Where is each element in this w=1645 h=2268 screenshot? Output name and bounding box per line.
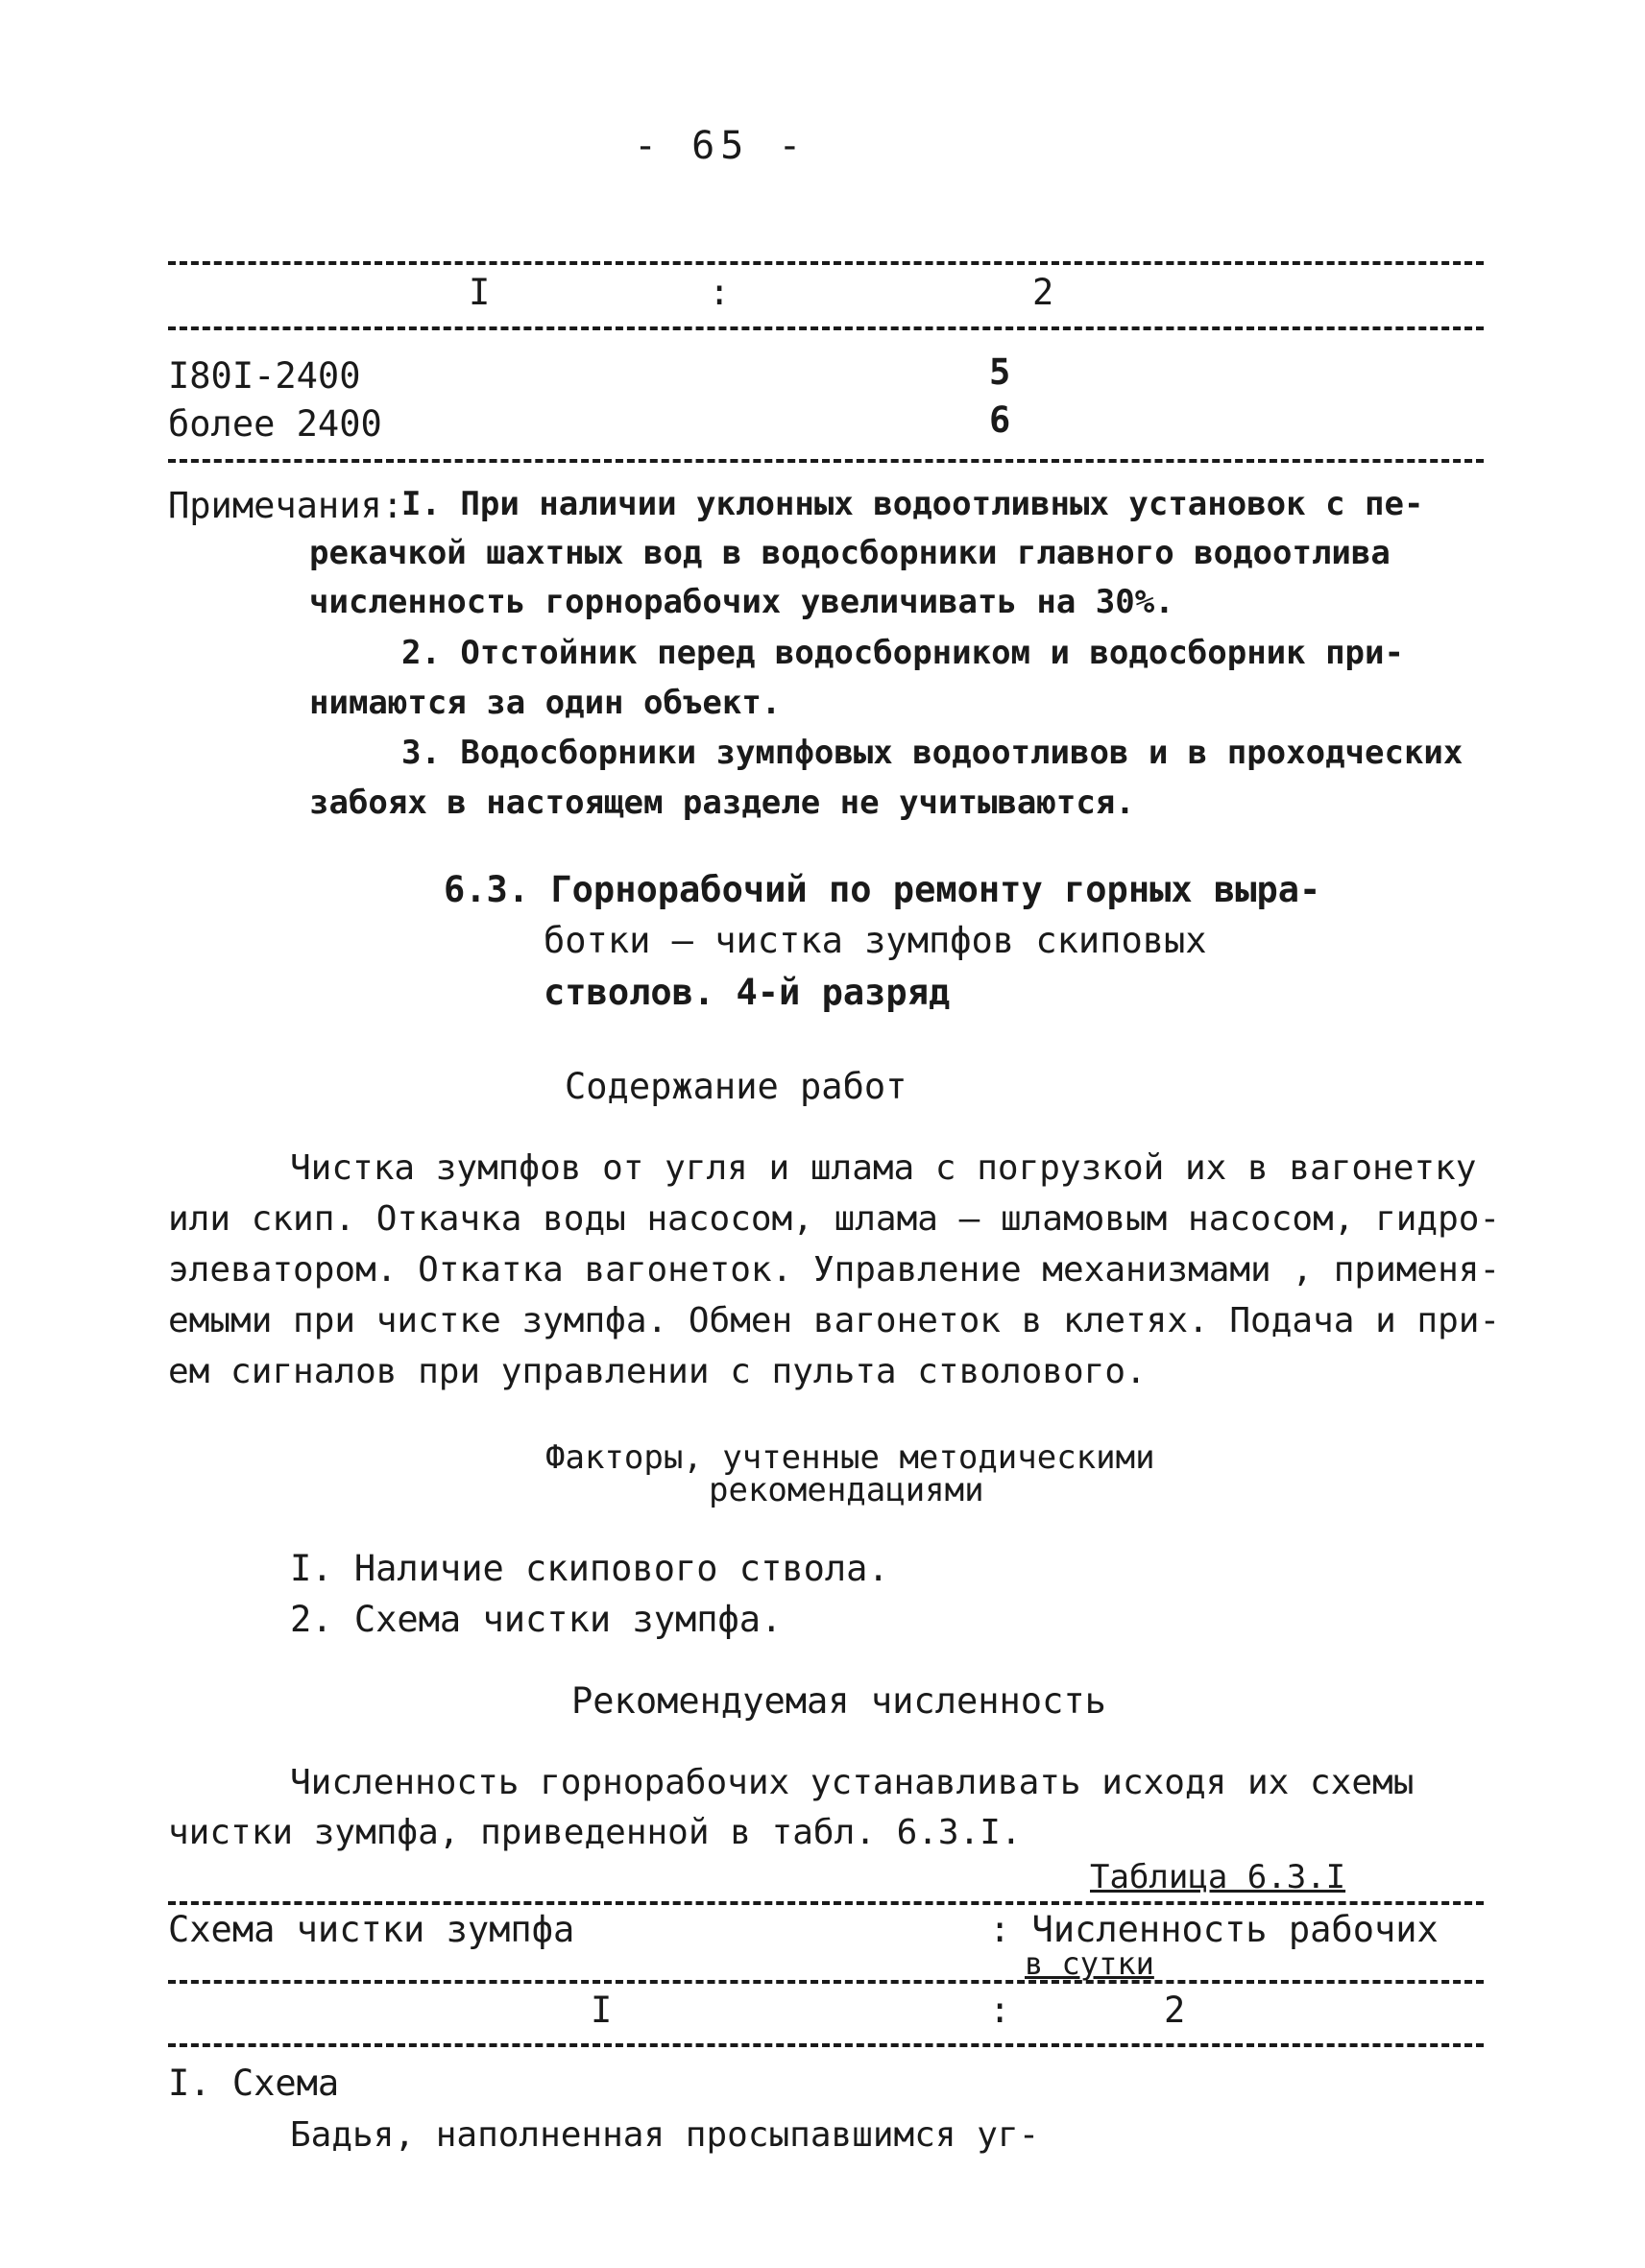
note-line: численность горнорабочих увеличивать на 30%. — [309, 583, 1174, 621]
recommended-line: Численность горнорабочих устанавливать исходя их схемы — [290, 1763, 1415, 1802]
section-title-line: 6.3. Горнорабочий по ремонту горных выра- — [444, 869, 1321, 910]
note-line: 2. Отстойник перед водосборником и водосборник при- — [401, 634, 1404, 672]
table-col2-number: 2 — [1164, 1990, 1186, 2031]
table-caption: Таблица 6.3.I — [1090, 1858, 1346, 1896]
table-col1-header: Схема чистки зумпфа — [168, 1909, 575, 1950]
top-table-rule-header — [168, 326, 1484, 330]
section-title-line: ботки – чистка зумпфов скиповых — [544, 920, 1207, 961]
table-row-range: более 2400 — [168, 403, 382, 445]
page-number: - 65 - — [634, 124, 808, 168]
recommended-line: чистки зумпфа, приведенной в табл. 6.3.I. — [168, 1813, 1022, 1852]
table-row-value: 5 — [989, 351, 1011, 393]
table-col-separator: : — [989, 1990, 1011, 2031]
bottom-table-rule-top — [168, 1901, 1484, 1905]
table-row-label: I. Схема — [168, 2063, 340, 2104]
recommended-heading: Рекомендуемая численность — [571, 1680, 1106, 1722]
factors-heading: Факторы, учтенные методическими — [545, 1438, 1155, 1477]
work-content-line: емыми при чистке зумпфа. Обмен вагонеток в клетях. Подача и при- — [168, 1301, 1501, 1340]
note-line: 3. Водосборники зумпфовых водоотливов и в проходческих — [401, 734, 1464, 772]
bottom-table-rule-header — [168, 1980, 1484, 1984]
work-content-line: ем сигналов при управлении с пульта стволового. — [168, 1352, 1147, 1391]
work-content-line: или скип. Откачка воды насосом, шлама – шламовым насосом, гидро- — [168, 1199, 1501, 1239]
table-row-value: 6 — [989, 399, 1011, 441]
factor-item: I. Наличие скипового ствола. — [290, 1548, 889, 1589]
table-col1-number: I — [591, 1990, 613, 2031]
section-title-line: стволов. 4-й разряд — [544, 972, 951, 1013]
work-content-line: Чистка зумпфов от угля и шлама с погрузкой их в вагонетку — [290, 1148, 1477, 1188]
table-row-range: I80I-2400 — [168, 355, 361, 397]
table-row-text: Бадья, наполненная просыпавшимся уг- — [290, 2115, 1040, 2155]
top-table-col1-header: I — [469, 272, 491, 313]
factor-item: 2. Схема чистки зумпфа. — [290, 1599, 783, 1640]
top-table-rule-bottom — [168, 459, 1484, 463]
bottom-table-rule-numbers — [168, 2043, 1484, 2047]
note-line: рекачкой шахтных вод в водосборники главного водоотлива — [309, 534, 1391, 572]
top-table-col-separator: : — [709, 272, 731, 313]
note-line: забоях в настоящем разделе не учитываются. — [309, 784, 1135, 822]
table-col2-header: в сутки — [1025, 1945, 1154, 1982]
note-line: I. При наличии уклонных водоотливных установок с пе- — [401, 485, 1424, 523]
notes-label: Примечания: — [168, 485, 404, 526]
table-col2-header: : Численность рабочих — [989, 1909, 1439, 1950]
note-line: нимаются за один объект. — [309, 684, 782, 722]
top-table-col2-header: 2 — [1032, 272, 1054, 313]
factors-heading: рекомендациями — [709, 1471, 984, 1509]
work-content-heading: Содержание работ — [565, 1066, 907, 1107]
work-content-line: элеватором. Откатка вагонеток. Управление механизмами , применя- — [168, 1250, 1501, 1290]
top-table-rule-top — [168, 261, 1484, 265]
